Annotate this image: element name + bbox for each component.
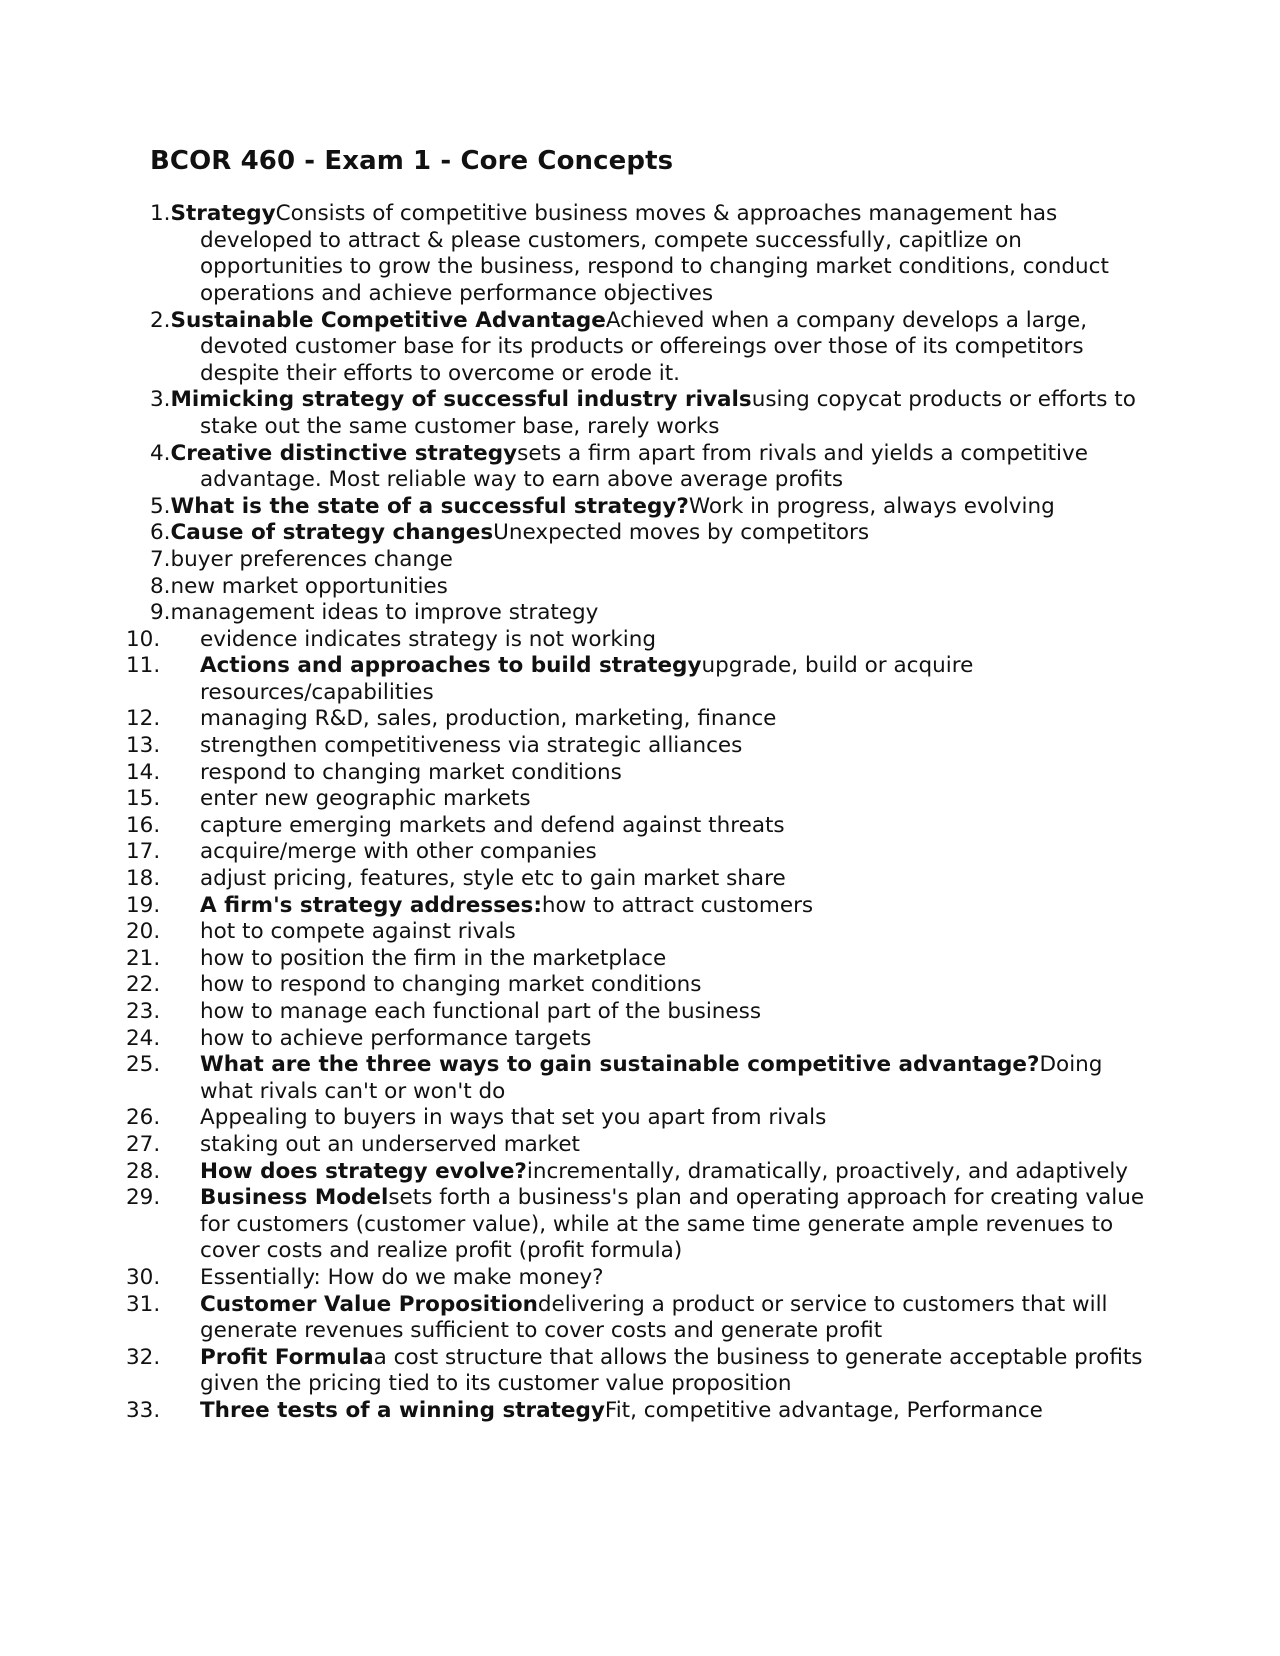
item-text: hot to compete against rivals xyxy=(200,919,516,945)
item-number: 32. xyxy=(126,1344,161,1370)
item-text: how to respond to changing market conditions xyxy=(200,972,702,998)
list-item xyxy=(126,600,1150,627)
item-number: 16. xyxy=(126,812,161,838)
item-text: capture emerging markets and defend against threats xyxy=(200,812,785,838)
item-text: staking out an underserved market xyxy=(200,1131,580,1157)
item-term: A firm's strategy addresses: xyxy=(200,892,542,918)
list-item xyxy=(126,1185,1150,1265)
item-term: Creative distinctive strategy xyxy=(170,440,518,466)
item-body xyxy=(200,653,1150,706)
list-item xyxy=(126,1398,1150,1425)
item-number: 1. xyxy=(150,201,171,227)
item-text: how to achieve performance targets xyxy=(200,1025,592,1051)
item-number: 9. xyxy=(150,600,171,626)
item-text: sets a firm apart from rivals and yields a competitive advantage. Most reliable way to earn above average profits xyxy=(200,440,1088,493)
item-text: respond to changing market conditions xyxy=(200,759,622,785)
item-text: sets forth a business's plan and operating approach for creating value for customers (customer value), while at the same time generate ample revenues to cover costs and realize profit (profit formula) xyxy=(200,1185,1145,1264)
item-number: 27. xyxy=(126,1131,161,1157)
item-number: 13. xyxy=(126,733,161,759)
item-number: 12. xyxy=(126,706,161,732)
item-number: 14. xyxy=(126,759,161,785)
item-text: using copycat products or efforts to stake out the same customer base, rarely works xyxy=(200,387,1136,439)
item-text: Achieved when a company develops a large, devoted customer base for its products or offereings over those of its competitors despite their efforts to overcome or erode it. xyxy=(200,307,1088,386)
item-body xyxy=(200,1398,1150,1425)
document-page xyxy=(126,146,1150,1425)
item-text: new market opportunities xyxy=(170,573,448,599)
list-item xyxy=(126,866,1150,893)
item-text: delivering a product or service to customers that will generate revenues sufficient to cover costs and generate profit xyxy=(200,1291,1108,1344)
item-number: 15. xyxy=(126,786,161,812)
item-body xyxy=(200,893,1150,920)
item-body xyxy=(200,627,1150,654)
item-body xyxy=(200,1052,1150,1105)
list-item xyxy=(126,1105,1150,1132)
item-number: 4. xyxy=(150,440,171,466)
item-body xyxy=(200,999,1150,1026)
item-text: strengthen competitiveness via strategic alliances xyxy=(200,733,743,759)
item-number: 8. xyxy=(150,573,171,599)
list-item xyxy=(126,653,1150,706)
item-body xyxy=(200,919,1150,946)
item-number: 30. xyxy=(126,1264,161,1290)
item-text: adjust pricing, features, style etc to gain market share xyxy=(200,866,786,892)
list-item xyxy=(126,999,1150,1026)
item-number: 6. xyxy=(150,520,171,546)
item-number: 2. xyxy=(150,307,171,333)
list-item xyxy=(126,627,1150,654)
list-item xyxy=(126,919,1150,946)
item-body xyxy=(200,1132,1150,1159)
concept-list xyxy=(126,201,1150,1424)
item-term: How does strategy evolve? xyxy=(200,1158,527,1184)
item-term: Sustainable Competitive Advantage xyxy=(170,307,606,333)
item-term: Business Model xyxy=(200,1185,389,1211)
item-body xyxy=(200,866,1150,893)
item-text: management ideas to improve strategy xyxy=(170,600,599,626)
item-term: Customer Value Proposition xyxy=(200,1291,538,1317)
list-item xyxy=(126,547,1150,574)
item-term: What is the state of a successful strategy? xyxy=(170,493,689,519)
list-item xyxy=(126,972,1150,999)
list-item xyxy=(126,760,1150,787)
list-item xyxy=(126,839,1150,866)
item-number: 22. xyxy=(126,972,161,998)
item-text: Doing what rivals can't or won't do xyxy=(200,1052,1103,1104)
item-number: 19. xyxy=(126,892,161,918)
list-item xyxy=(126,1052,1150,1105)
item-term: What are the three ways to gain sustainable competitive advantage? xyxy=(200,1052,1040,1078)
item-text: Consists of competitive business moves & approaches management has developed to attract & please customers, compete successfully, capitlize on opportunities to grow the business, respond to changing market conditions, conduct operations and achieve performance objectives xyxy=(200,201,1109,306)
item-body xyxy=(200,1292,1150,1345)
item-text: enter new geographic markets xyxy=(200,786,531,812)
item-body xyxy=(200,1345,1150,1398)
item-number: 5. xyxy=(150,493,171,519)
item-number: 23. xyxy=(126,999,161,1024)
item-body xyxy=(200,760,1150,787)
item-body xyxy=(200,786,1150,813)
item-text: evidence indicates strategy is not working xyxy=(200,626,657,652)
list-item xyxy=(126,1345,1150,1398)
list-item xyxy=(126,441,1150,494)
item-number: 29. xyxy=(126,1185,161,1211)
item-body xyxy=(200,972,1150,999)
item-term: Mimicking strategy of successful industry rivals xyxy=(170,387,752,413)
item-term: Profit Formula xyxy=(200,1344,374,1370)
list-item xyxy=(126,308,1150,388)
item-number: 20. xyxy=(126,919,161,945)
item-body xyxy=(200,733,1150,760)
item-number: 18. xyxy=(126,866,161,892)
list-item xyxy=(126,1292,1150,1345)
list-item xyxy=(126,494,1150,521)
item-number: 28. xyxy=(126,1158,161,1184)
item-text: how to manage each functional part of the business xyxy=(200,999,762,1024)
item-text: Appealing to buyers in ways that set you apart from rivals xyxy=(200,1105,827,1131)
item-number: 7. xyxy=(150,546,171,572)
list-item xyxy=(126,893,1150,920)
item-number: 24. xyxy=(126,1025,161,1051)
list-item xyxy=(126,201,1150,307)
item-text: how to attract customers xyxy=(541,892,814,918)
list-item xyxy=(126,1132,1150,1159)
list-item xyxy=(126,786,1150,813)
item-number: 21. xyxy=(126,945,161,971)
item-body xyxy=(200,1105,1150,1132)
list-item xyxy=(126,1159,1150,1186)
item-text: incrementally, dramatically, proactively, and adaptively xyxy=(526,1158,1129,1184)
item-body xyxy=(200,1265,1150,1292)
item-text: buyer preferences change xyxy=(170,546,453,572)
item-text: upgrade, build or acquire resources/capabilities xyxy=(200,653,974,705)
item-text: Fit, competitive advantage, Performance xyxy=(604,1397,1043,1423)
list-item xyxy=(126,946,1150,973)
item-body xyxy=(200,946,1150,973)
item-number: 25. xyxy=(126,1052,161,1078)
item-text: a cost structure that allows the business to generate acceptable profits given the pricing tied to its customer value proposition xyxy=(200,1344,1143,1397)
item-number: 26. xyxy=(126,1105,161,1131)
item-body xyxy=(200,1159,1150,1186)
item-term: Actions and approaches to build strategy xyxy=(200,653,702,679)
item-text: managing R&D, sales, production, marketing, finance xyxy=(200,706,777,732)
item-text: how to position the firm in the marketplace xyxy=(200,945,667,971)
list-item xyxy=(126,733,1150,760)
document-title: BCOR 460 - Exam 1 - Core Concepts xyxy=(150,146,674,176)
item-number: 17. xyxy=(126,839,161,865)
item-number: 31. xyxy=(126,1291,161,1317)
item-body xyxy=(200,1185,1150,1265)
item-body xyxy=(200,706,1150,733)
item-term: Three tests of a winning strategy xyxy=(200,1397,605,1423)
item-body xyxy=(200,1026,1150,1053)
item-term: Cause of strategy changes xyxy=(170,520,494,546)
list-item xyxy=(126,387,1150,440)
item-text: acquire/merge with other companies xyxy=(200,839,597,865)
item-number: 11. xyxy=(126,653,161,679)
item-text: Unexpected moves by competitors xyxy=(493,520,870,546)
item-number: 3. xyxy=(150,387,171,413)
list-item xyxy=(126,574,1150,601)
list-item xyxy=(126,813,1150,840)
item-text: Essentially: How do we make money? xyxy=(200,1264,604,1290)
item-body xyxy=(200,839,1150,866)
list-item xyxy=(126,1265,1150,1292)
list-item xyxy=(126,706,1150,733)
item-text: Work in progress, always evolving xyxy=(688,493,1055,519)
list-item xyxy=(126,1026,1150,1053)
item-term: Strategy xyxy=(170,201,276,227)
item-body xyxy=(200,813,1150,840)
item-number: 10. xyxy=(126,626,161,652)
item-number: 33. xyxy=(126,1397,161,1423)
list-item xyxy=(126,520,1150,547)
